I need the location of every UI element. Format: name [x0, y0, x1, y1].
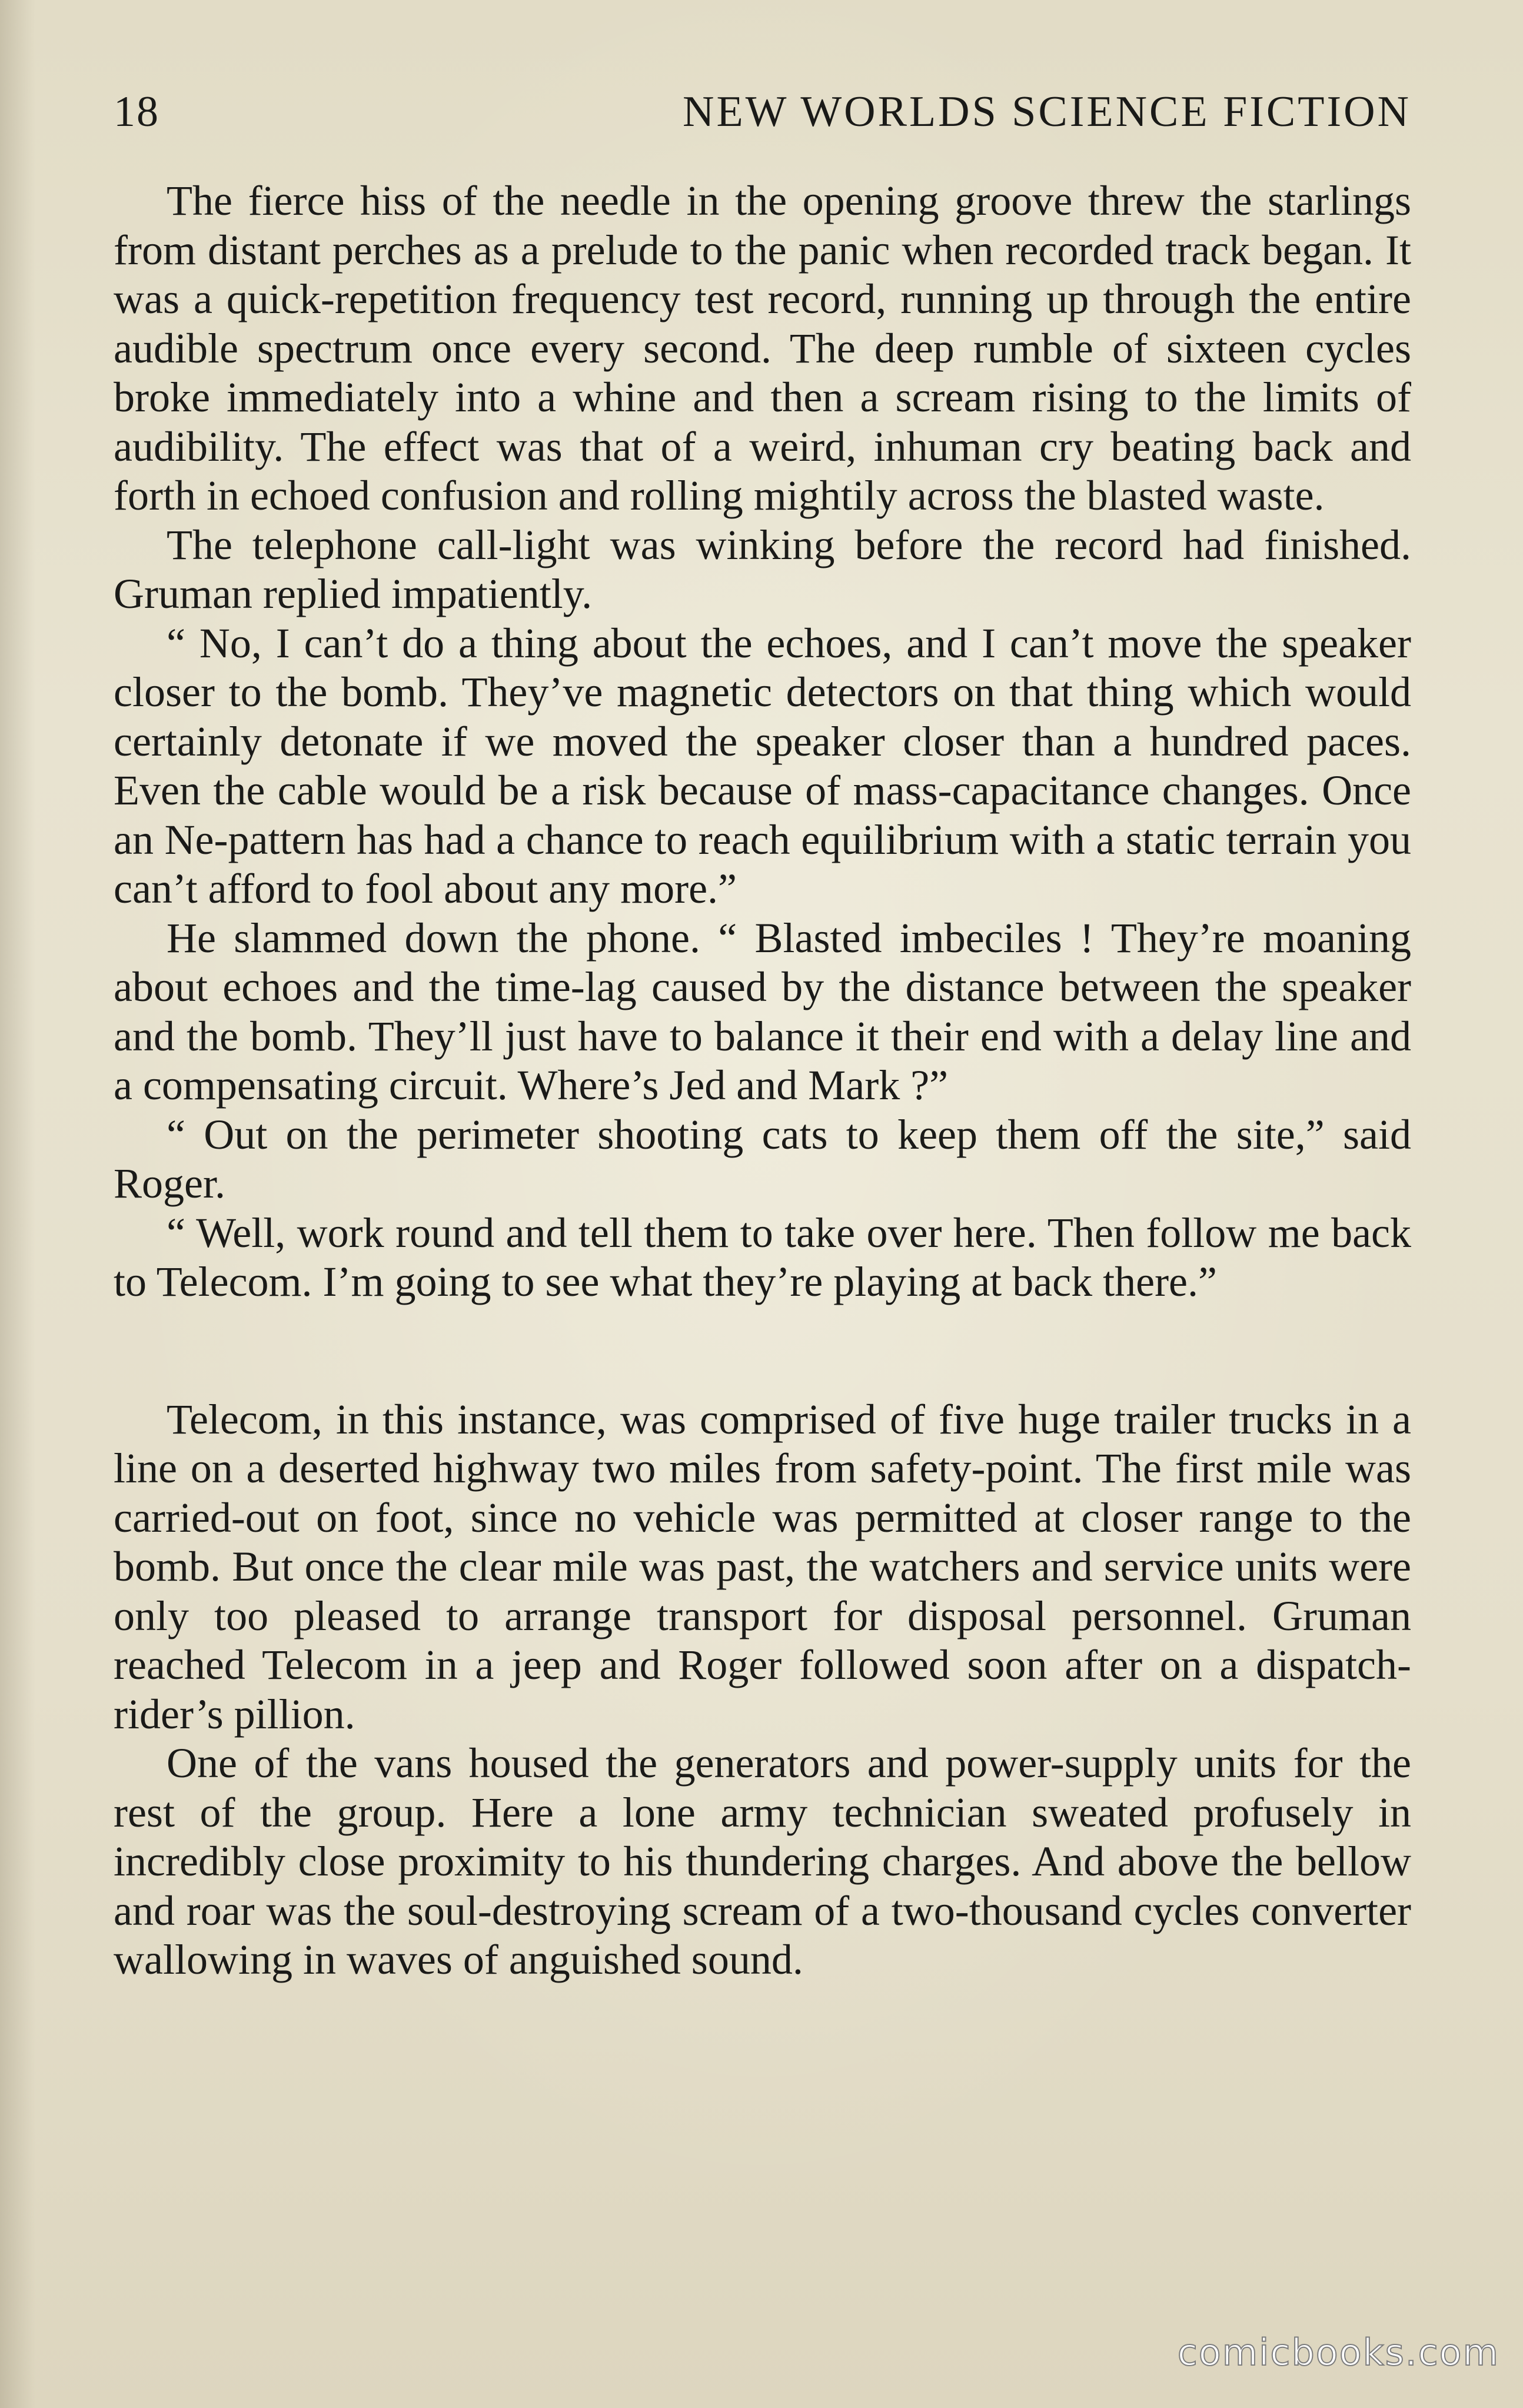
paragraph: He slammed down the phone. “ Blasted imbeciles ! They’re moaning about echoes and the time-lag caused by the distance between the speaker and the bomb. They’ll just have to balance it their end with a delay line and a compensating circuit. Where’s Jed and Mark ?”	[114, 914, 1411, 1109]
paragraph: The fierce hiss of the needle in the opening groove threw the starlings from distant perches as a prelude to the panic when recorded track began. It was a quick-repetition frequency test record, running up through the entire audible spectrum once every second. The deep rumble of sixteen cycles broke immediately into a whine and then a scream rising to the limits of audibility. The effect was that of a weird, inhuman cry beating back and forth in echoed confusion and rolling mightily across the blasted waste.	[114, 177, 1411, 519]
page-number: 18	[114, 88, 159, 136]
paragraph: One of the vans housed the generators and power-supply units for the rest of the group. Here a lone army technician sweated profusely in incredibly close proximity to his thundering charges. And above the bellow and roar was the soul-destroying scream of a two-thousand cycles converter wallowing in waves of anguished sound.	[114, 1740, 1411, 1983]
paragraph: “ No, I can’t do a thing about the echoes, and I can’t move the speaker closer to the bomb. They’ve magnetic detectors on that thing which would certainly detonate if we moved the speaker closer than a hundred paces. Even the cable would be a risk because of mass-capacitance changes. Once an Ne-pattern has had a chance to reach equilibrium with a static terrain you can’t afford to fool about any more.”	[114, 619, 1411, 912]
story-text	[114, 177, 1411, 1985]
running-head	[114, 82, 1411, 141]
magazine-title: NEW WORLDS SCIENCE FICTION	[683, 88, 1411, 136]
paragraph: Telecom, in this instance, was comprised of five huge trailer trucks in a line on a deserted highway two miles from safety-point. The first mile was carried-out on foot, since no vehicle was permitted at closer range to the bomb. But once the clear mile was past, the watchers and service units were only too pleased to arrange transport for disposal personnel. Gruman reached Telecom in a jeep and Roger followed soon after on a dispatch-rider’s pillion.	[114, 1395, 1411, 1738]
page-edge-shadow	[0, 0, 35, 2408]
paragraph: “ Well, work round and tell them to take over here. Then follow me back to Telecom. I’m going to see what they’re playing at back there.”	[114, 1209, 1411, 1305]
paragraph: The telephone call-light was winking before the record had finished. Gruman replied impatiently.	[114, 521, 1411, 617]
watermark: comicbooks.com	[1177, 2331, 1499, 2374]
paragraph: “ Out on the perimeter shooting cats to keep them off the site,” said Roger.	[114, 1110, 1411, 1207]
